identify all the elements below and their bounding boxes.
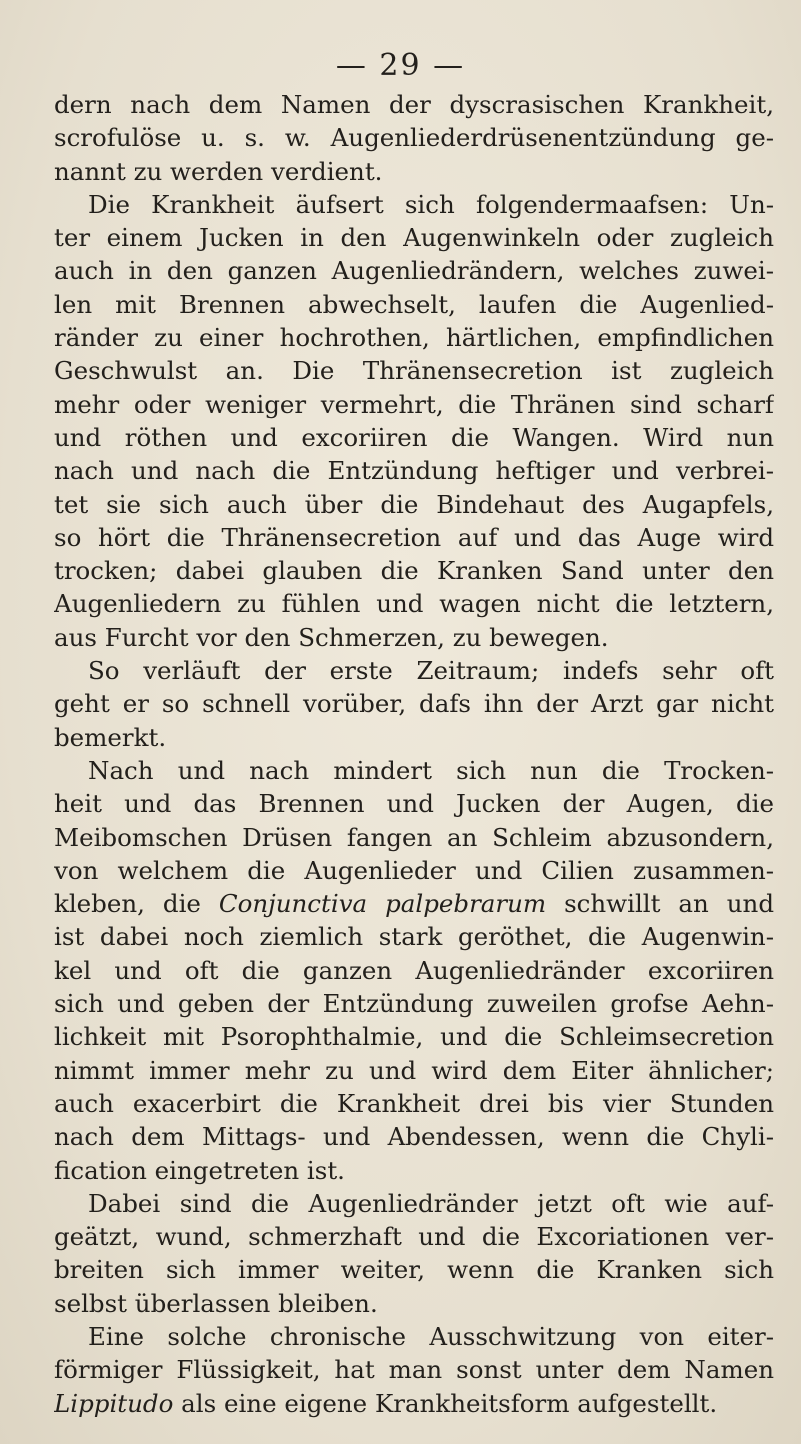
text-line — [54, 1387, 774, 1420]
body-text — [54, 88, 774, 1420]
text-span: schwillt an und — [546, 889, 774, 919]
text-line: trocken; dabei glauben die Kranken Sand unter den — [54, 556, 774, 586]
text-line: fication eingetreten ist. — [54, 1155, 345, 1185]
text-line: Eine solche chronische Ausschwitzung von eiter- — [88, 1321, 774, 1351]
text-line: geht er so schnell vorüber, dafs ihn der Arzt gar nicht — [54, 689, 774, 719]
text-line: nannt zu werden verdient. — [54, 156, 383, 186]
text-line: von welchem die Augenlieder und Cilien zusammen- — [54, 855, 774, 885]
text-line: nimmt immer mehr zu und wird dem Eiter ähnlicher; — [54, 1055, 774, 1085]
italic-term: Conjunctiva palpebrarum — [218, 889, 547, 919]
text-line: ter einem Jucken in den Augenwinkeln oder zugleich — [54, 223, 774, 253]
text-line: dern nach dem Namen der dyscrasischen Krankheit, — [54, 90, 774, 119]
text-line: Meibomschen Drüsen fangen an Schleim abzusondern, — [54, 822, 774, 852]
text-line: Nach und nach mindert sich nun die Trocken- — [88, 755, 774, 785]
text-line: sich und geben der Entzündung zuweilen grofse Aehn- — [54, 989, 774, 1019]
text-line: scrofulöse u. s. w. Augenliederdrüsenentzündung ge- — [54, 123, 774, 153]
text-line: auch in den ganzen Augenliedrändern, welches zuwei- — [54, 256, 774, 286]
text-line: geätzt, wund, schmerzhaft und die Excoriationen ver- — [54, 1222, 774, 1252]
text-line: kel und oft die ganzen Augenliedränder excoriiren — [54, 955, 774, 985]
text-line: So verläuft der erste Zeitraum; indefs sehr oft — [88, 656, 774, 686]
text-line: breiten sich immer weiter, wenn die Kranken sich — [54, 1255, 774, 1285]
text-line: so hört die Thränensecretion auf und das Auge wird — [54, 522, 774, 552]
text-line: selbst überlassen bleiben. — [54, 1288, 378, 1318]
text-line: förmiger Flüssigkeit, hat man sonst unter dem Namen — [54, 1355, 774, 1385]
text-line: ist dabei noch ziemlich stark geröthet, die Augenwin- — [54, 922, 774, 952]
text-line: Die Krankheit äufsert sich folgendermaafsen: Un- — [88, 189, 774, 219]
text-line: Geschwulst an. Die Thränensecretion ist zugleich — [54, 356, 774, 386]
text-line: ränder zu einer hochrothen, härtlichen, empfindlichen — [54, 323, 774, 353]
text-line: und röthen und excoriiren die Wangen. Wird nun — [54, 422, 774, 452]
page-number: — 29 — — [335, 48, 466, 83]
text-line: auch exacerbirt die Krankheit drei bis vier Stunden — [54, 1088, 774, 1118]
text-line: tet sie sich auch über die Bindehaut des Augapfels, — [54, 489, 774, 519]
text-line: nach und nach die Entzündung heftiger und verbrei- — [54, 456, 774, 486]
italic-term: Lippitudo — [54, 1388, 174, 1418]
text-line: lichkeit mit Psorophthalmie, und die Schleimsecretion — [54, 1022, 774, 1052]
text-span: kleben, die — [54, 889, 219, 919]
text-line: mehr oder weniger vermehrt, die Thränen sind scharf — [54, 389, 774, 419]
text-line: bemerkt. — [54, 722, 167, 752]
text-line — [54, 887, 774, 920]
text-line: aus Furcht vor den Schmerzen, zu bewegen. — [54, 622, 609, 652]
text-span: als eine eigene Krankheitsform aufgestellt. — [173, 1388, 718, 1418]
text-line: Augenliedern zu fühlen und wagen nicht die letztern, — [54, 589, 774, 619]
text-line: len mit Brennen abwechselt, laufen die Augenlied- — [54, 289, 774, 319]
text-line: nach dem Mittags- und Abendessen, wenn die Chyli- — [54, 1122, 774, 1152]
text-line: heit und das Brennen und Jucken der Augen, die — [54, 789, 774, 819]
text-line: Dabei sind die Augenliedränder jetzt oft wie auf- — [88, 1188, 774, 1218]
